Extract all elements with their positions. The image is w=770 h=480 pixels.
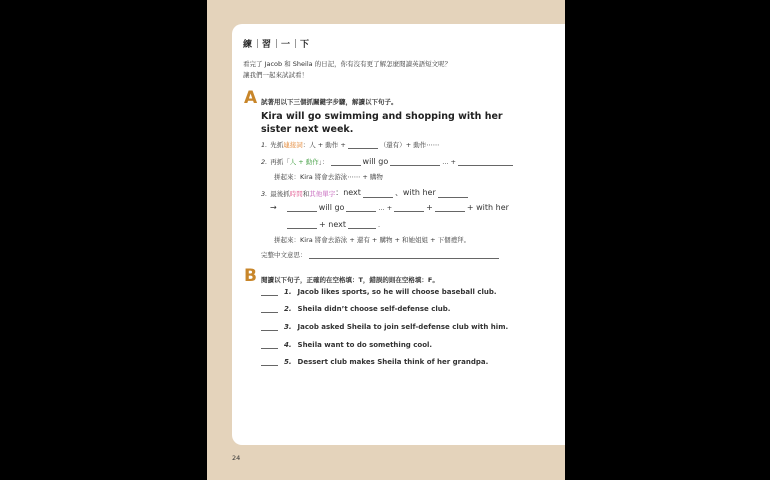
item-number: 5. [284, 358, 292, 366]
step-text: ：人 + 動作 + [302, 141, 346, 149]
intro-text [243, 59, 451, 81]
answer-blank[interactable] [438, 189, 468, 198]
next-row [285, 220, 380, 229]
tf-item [261, 323, 508, 331]
section-a-instruction: 試著用以下三個抓關鍵字步驟，解讀以下句子。 [261, 98, 398, 106]
step-text: . [377, 221, 381, 229]
item-number: 1. [284, 288, 292, 296]
step-text: + with her [466, 203, 509, 212]
answer-blank[interactable] [363, 189, 393, 198]
page-title [243, 37, 310, 50]
step-number: 2. [261, 158, 268, 166]
title-divider [276, 39, 277, 48]
step-text: 和 [302, 190, 310, 198]
tf-item [261, 358, 488, 366]
item-text: Dessert club makes Sheila think of her grandpa. [297, 358, 489, 366]
title-divider [295, 39, 296, 48]
arrow-row [270, 203, 509, 212]
keyword-person-action: 人 + 動作 [289, 158, 319, 166]
combo-line-2: 拼起來：Kira 將會去游泳 + 還有 + 購物 + 和她姐姐 + 下個禮拜。 [274, 236, 471, 244]
step-1 [261, 140, 439, 149]
step-text: will go [362, 157, 389, 166]
title-char: 下 [300, 40, 311, 50]
step-text: 先抓 [270, 141, 284, 149]
section-b-instruction: 閱讀以下句子，正確的在空格填：T，錯誤的則在空格填：F。 [261, 276, 439, 284]
keyword-conjunction: 連接詞 [283, 141, 303, 149]
answer-blank[interactable] [458, 157, 513, 166]
step-text: 最後抓 [270, 190, 290, 198]
tf-answer-blank[interactable] [261, 330, 278, 331]
step-number: 3. [261, 190, 268, 198]
step-text: 、with her [394, 188, 436, 197]
intro-line-1: 看完了 Jacob 和 Sheila 的日記，你有沒有更了解怎麼閱讀英語短文呢？ [243, 60, 452, 68]
title-char: 習 [262, 40, 273, 50]
step-number: 1. [261, 141, 268, 149]
tf-item [261, 305, 450, 313]
section-b-letter: B [244, 266, 257, 286]
step-text: （還有）+ 動作⋯⋯ [379, 141, 440, 149]
intro-line-2: 讓我們一起來試試看！ [243, 71, 308, 79]
answer-blank[interactable] [287, 203, 317, 212]
tf-answer-blank[interactable] [261, 312, 278, 313]
answer-blank[interactable] [287, 220, 317, 229]
tf-answer-blank[interactable] [261, 348, 278, 349]
answer-blank[interactable] [309, 250, 499, 259]
item-text: Sheila want to do something cool. [297, 341, 433, 349]
item-number: 3. [284, 323, 292, 331]
step-2 [261, 157, 515, 166]
item-text: Jacob asked Sheila to join self-defense club with him. [297, 323, 509, 331]
tf-item [261, 341, 432, 349]
step-text: ... + [378, 204, 393, 212]
target-sentence: Kira will go swimming and shopping with her sister next week. [261, 111, 503, 135]
step-text: ... + [442, 158, 456, 166]
item-text: Jacob likes sports, so he will choose baseball club. [297, 288, 497, 296]
step-text: will go [318, 203, 345, 212]
item-number: 2. [284, 305, 292, 313]
answer-blank[interactable] [348, 220, 376, 229]
step-text: ：next [335, 188, 361, 197]
tf-item [261, 288, 497, 296]
title-char: 一 [281, 40, 292, 50]
step-text: 」： [318, 158, 329, 166]
tf-answer-blank[interactable] [261, 295, 278, 296]
section-a-letter: A [244, 88, 258, 108]
title-divider [257, 39, 258, 48]
full-meaning-label: 完整中文意思： [261, 251, 307, 259]
tf-answer-blank[interactable] [261, 365, 278, 366]
keyword-other-words: 其他單字 [309, 190, 336, 198]
page-number: 24 [232, 454, 241, 462]
full-meaning-row [261, 250, 501, 259]
item-text: Sheila didn’t choose self-defense club. [297, 305, 451, 313]
answer-blank[interactable] [390, 157, 440, 166]
answer-blank[interactable] [348, 140, 378, 149]
step-text: + [426, 203, 433, 212]
answer-blank[interactable] [346, 203, 376, 212]
arrow-icon: → [270, 203, 277, 212]
step-text: 再抓「 [270, 158, 290, 166]
title-char: 練 [243, 40, 254, 50]
answer-blank[interactable] [331, 157, 361, 166]
answer-blank[interactable] [435, 203, 465, 212]
keyword-time: 時間 [289, 190, 303, 198]
combo-line-1: 拼起來：Kira 將會去游泳⋯⋯ + 購物 [274, 173, 383, 181]
step-text: + next [319, 220, 346, 229]
answer-blank[interactable] [394, 203, 424, 212]
step-3 [261, 187, 470, 198]
item-number: 4. [284, 341, 292, 349]
